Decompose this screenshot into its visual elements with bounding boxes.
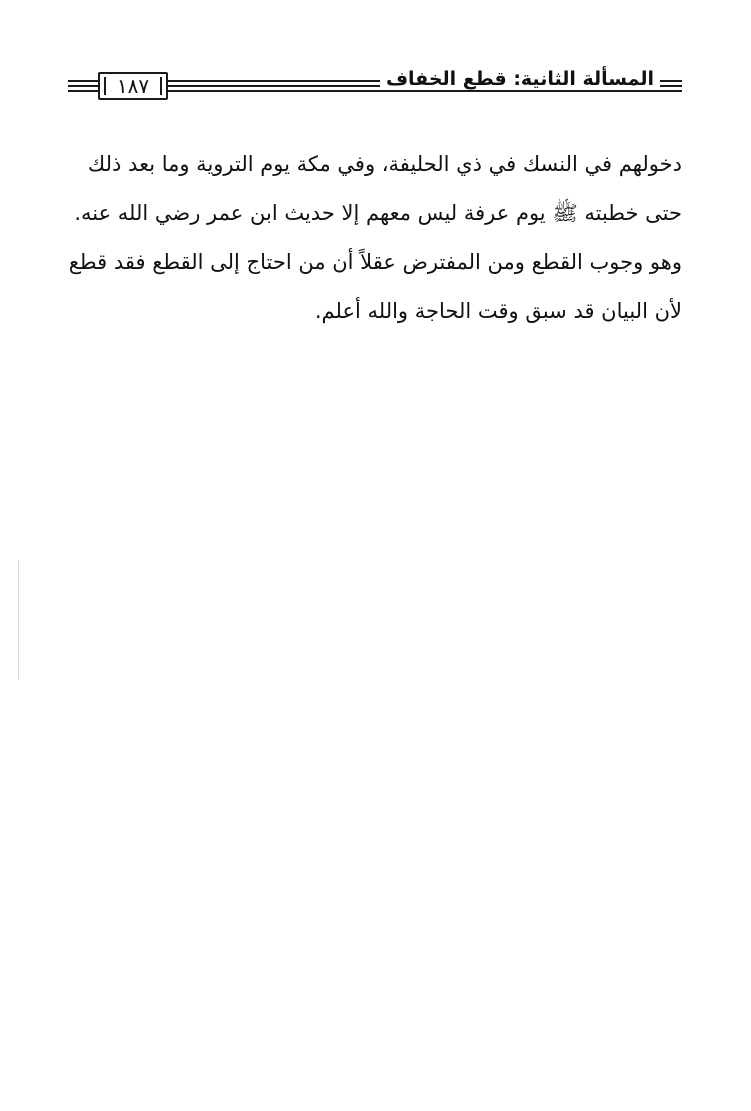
scan-edge-mark — [18, 560, 19, 680]
text-line: وهو وجوب القطع ومن المفترض عقلاً أن من احتاج إلى القطع فقد قطع — [68, 250, 682, 274]
text-line: دخولهم في النسك في ذي الحليفة، وفي مكة يوم التروية وما بعد ذلك — [87, 152, 682, 176]
page-header — [68, 64, 682, 108]
page-number-text: ١٨٧ — [116, 74, 150, 98]
page-number — [98, 72, 168, 100]
body-text — [68, 140, 682, 336]
text-line: لأن البيان قد سبق وقت الحاجة والله أعلم. — [314, 299, 682, 323]
running-title: المسألة الثانية: قطع الخفاف — [380, 68, 660, 90]
text-line: حتى خطبته ﷺ يوم عرفة ليس معهم إلا حديث ابن عمر رضي الله عنه. — [74, 201, 682, 225]
